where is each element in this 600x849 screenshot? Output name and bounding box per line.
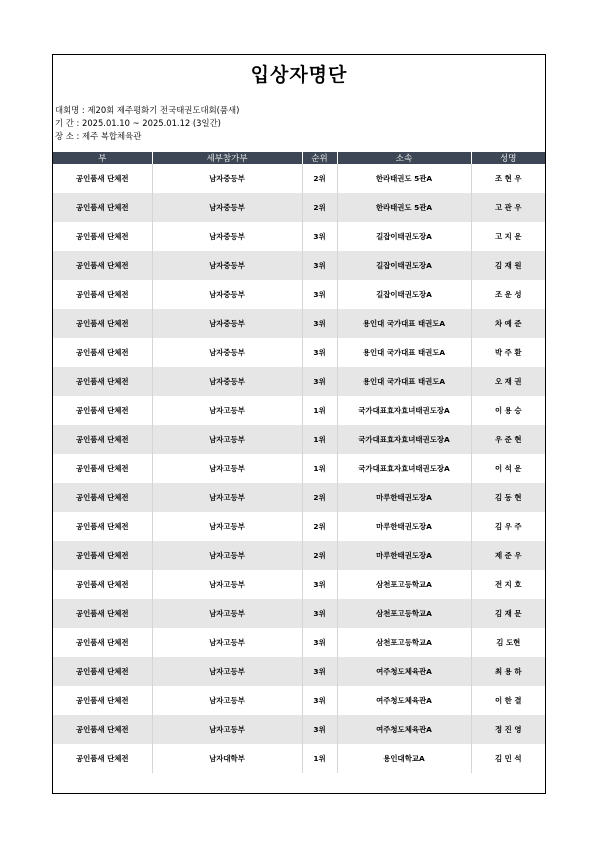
cell-rank: 1위 — [302, 454, 337, 483]
cell-division: 공인품새 단체전 — [53, 599, 152, 628]
cell-division: 공인품새 단체전 — [53, 570, 152, 599]
column-header-affiliation: 소속 — [337, 152, 471, 164]
cell-category: 남자고등부 — [152, 599, 302, 628]
table-row — [53, 280, 545, 309]
cell-affiliation: 용인대 국가대표 태권도A — [337, 338, 471, 367]
cell-category: 남자중등부 — [152, 193, 302, 222]
cell-affiliation: 한라태권도 5관A — [337, 164, 471, 193]
cell-name: 김 재 문 — [471, 599, 545, 628]
table-row — [53, 715, 545, 744]
cell-name: 이 용 승 — [471, 396, 545, 425]
cell-division: 공인품새 단체전 — [53, 686, 152, 715]
table-row — [53, 628, 545, 657]
cell-name: 김 우 주 — [471, 512, 545, 541]
cell-rank: 2위 — [302, 164, 337, 193]
cell-name: 우 준 현 — [471, 425, 545, 454]
cell-name: 고 지 운 — [471, 222, 545, 251]
cell-category: 남자고등부 — [152, 512, 302, 541]
cell-affiliation: 길잡이태권도장A — [337, 222, 471, 251]
cell-rank: 2위 — [302, 541, 337, 570]
cell-category: 남자고등부 — [152, 657, 302, 686]
cell-division: 공인품새 단체전 — [53, 396, 152, 425]
cell-rank: 2위 — [302, 193, 337, 222]
cell-category: 남자중등부 — [152, 367, 302, 396]
table-row — [53, 599, 545, 628]
cell-rank: 3위 — [302, 628, 337, 657]
document-title: 입상자명단 — [250, 64, 348, 86]
cell-name: 조 현 우 — [471, 164, 545, 193]
cell-division: 공인품새 단체전 — [53, 367, 152, 396]
table-row — [53, 686, 545, 715]
cell-name: 고 관 우 — [471, 193, 545, 222]
cell-affiliation: 용인대 국가대표 태권도A — [337, 309, 471, 338]
cell-category: 남자고등부 — [152, 570, 302, 599]
results-document — [52, 54, 546, 794]
cell-category: 남자중등부 — [152, 251, 302, 280]
cell-name: 김 동 현 — [471, 483, 545, 512]
cell-category: 남자고등부 — [152, 541, 302, 570]
table-row — [53, 744, 545, 773]
cell-category: 남자중등부 — [152, 338, 302, 367]
cell-affiliation: 한라태권도 5관A — [337, 193, 471, 222]
cell-division: 공인품새 단체전 — [53, 425, 152, 454]
cell-division: 공인품새 단체전 — [53, 280, 152, 309]
cell-rank: 3위 — [302, 715, 337, 744]
cell-name: 박 주 환 — [471, 338, 545, 367]
cell-affiliation: 길잡이태권도장A — [337, 251, 471, 280]
cell-affiliation: 마루한태권도장A — [337, 512, 471, 541]
cell-rank: 3위 — [302, 222, 337, 251]
event-venue: 장 소 : 제주 복합체육관 — [55, 131, 142, 141]
cell-affiliation: 삼천포고등학교A — [337, 599, 471, 628]
cell-category: 남자고등부 — [152, 715, 302, 744]
cell-category: 남자대학부 — [152, 744, 302, 773]
cell-category: 남자고등부 — [152, 396, 302, 425]
cell-division: 공인품새 단체전 — [53, 512, 152, 541]
event-period: 기 간 : 2025.01.10 ~ 2025.01.12 (3일간) — [55, 118, 221, 128]
cell-affiliation: 용인대 국가대표 태권도A — [337, 367, 471, 396]
cell-rank: 3위 — [302, 686, 337, 715]
column-header-category: 세부참가부 — [152, 152, 302, 164]
event-name: 대회명 : 제20회 제주평화기 전국태권도대회(품새) — [55, 105, 240, 115]
cell-affiliation: 길잡이태권도장A — [337, 280, 471, 309]
cell-name: 이 한 결 — [471, 686, 545, 715]
cell-category: 남자중등부 — [152, 280, 302, 309]
table-row — [53, 570, 545, 599]
table-row — [53, 222, 545, 251]
cell-affiliation: 삼천포고등학교A — [337, 628, 471, 657]
cell-affiliation: 국가대표효자효녀태권도장A — [337, 425, 471, 454]
cell-affiliation: 마루한태권도장A — [337, 541, 471, 570]
cell-rank: 2위 — [302, 483, 337, 512]
table-row — [53, 193, 545, 222]
table-row — [53, 309, 545, 338]
cell-name: 최 용 하 — [471, 657, 545, 686]
cell-rank: 1위 — [302, 425, 337, 454]
cell-category: 남자중등부 — [152, 164, 302, 193]
cell-division: 공인품새 단체전 — [53, 628, 152, 657]
table-row — [53, 454, 545, 483]
cell-name: 김 민 석 — [471, 744, 545, 773]
cell-category: 남자중등부 — [152, 222, 302, 251]
cell-affiliation: 삼천포고등학교A — [337, 570, 471, 599]
cell-name: 전 지 호 — [471, 570, 545, 599]
cell-affiliation: 여주청도체육관A — [337, 657, 471, 686]
cell-division: 공인품새 단체전 — [53, 222, 152, 251]
cell-category: 남자고등부 — [152, 483, 302, 512]
cell-name: 이 석 운 — [471, 454, 545, 483]
cell-rank: 1위 — [302, 744, 337, 773]
cell-rank: 3위 — [302, 599, 337, 628]
column-header-division: 부 — [53, 152, 152, 164]
cell-division: 공인품새 단체전 — [53, 715, 152, 744]
cell-name: 차 예 준 — [471, 309, 545, 338]
cell-affiliation: 국가대표효자효녀태권도장A — [337, 454, 471, 483]
cell-rank: 3위 — [302, 367, 337, 396]
cell-name: 김 재 원 — [471, 251, 545, 280]
cell-division: 공인품새 단체전 — [53, 164, 152, 193]
cell-name: 제 준 우 — [471, 541, 545, 570]
cell-rank: 2위 — [302, 512, 337, 541]
table-row — [53, 512, 545, 541]
table-row — [53, 338, 545, 367]
cell-division: 공인품새 단체전 — [53, 454, 152, 483]
table-row — [53, 251, 545, 280]
cell-division: 공인품새 단체전 — [53, 309, 152, 338]
cell-rank: 3위 — [302, 251, 337, 280]
cell-rank: 3위 — [302, 570, 337, 599]
cell-rank: 1위 — [302, 396, 337, 425]
table-row — [53, 164, 545, 193]
column-header-name: 성명 — [471, 152, 545, 164]
cell-division: 공인품새 단체전 — [53, 541, 152, 570]
cell-affiliation: 여주청도체육관A — [337, 686, 471, 715]
cell-affiliation: 마루한태권도장A — [337, 483, 471, 512]
table-row — [53, 541, 545, 570]
column-header-rank: 순위 — [302, 152, 337, 164]
cell-affiliation: 용인대학교A — [337, 744, 471, 773]
cell-name: 김 도현 — [471, 628, 545, 657]
table-row — [53, 396, 545, 425]
cell-division: 공인품새 단체전 — [53, 744, 152, 773]
table-row — [53, 367, 545, 396]
cell-category: 남자중등부 — [152, 309, 302, 338]
winners-table — [53, 152, 545, 773]
table-row — [53, 483, 545, 512]
cell-name: 오 재 권 — [471, 367, 545, 396]
cell-rank: 3위 — [302, 657, 337, 686]
cell-rank: 3위 — [302, 309, 337, 338]
cell-affiliation: 여주청도체육관A — [337, 715, 471, 744]
cell-name: 조 운 성 — [471, 280, 545, 309]
cell-division: 공인품새 단체전 — [53, 338, 152, 367]
table-row — [53, 657, 545, 686]
table-header-row — [53, 152, 545, 164]
table-row — [53, 425, 545, 454]
cell-division: 공인품새 단체전 — [53, 483, 152, 512]
cell-rank: 3위 — [302, 280, 337, 309]
cell-name: 정 진 영 — [471, 715, 545, 744]
cell-category: 남자고등부 — [152, 628, 302, 657]
cell-category: 남자고등부 — [152, 686, 302, 715]
cell-category: 남자고등부 — [152, 454, 302, 483]
cell-division: 공인품새 단체전 — [53, 657, 152, 686]
cell-rank: 3위 — [302, 338, 337, 367]
cell-category: 남자고등부 — [152, 425, 302, 454]
cell-affiliation: 국가대표효자효녀태권도장A — [337, 396, 471, 425]
cell-division: 공인품새 단체전 — [53, 193, 152, 222]
cell-division: 공인품새 단체전 — [53, 251, 152, 280]
